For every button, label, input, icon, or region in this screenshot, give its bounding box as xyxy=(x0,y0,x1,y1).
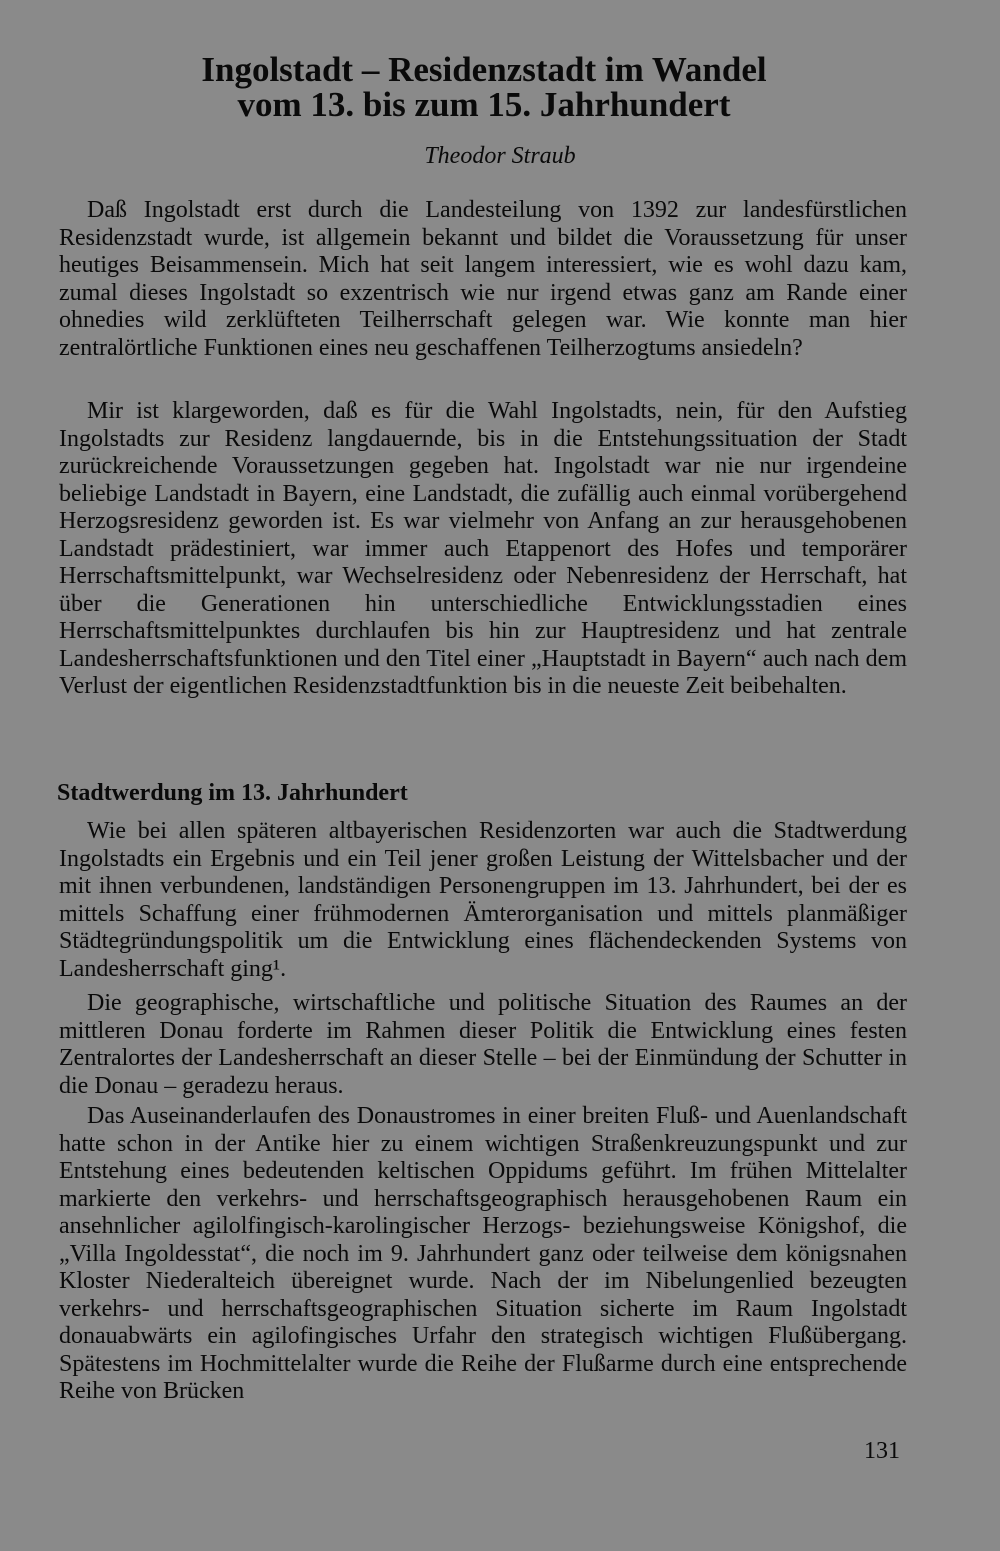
document-title xyxy=(60,52,908,122)
section-paragraph-3: Das Auseinanderlaufen des Donaustromes in einer breiten Fluß- und Auenlandschaft hatte schon in der Antike hier zu einem wichtigen Straßenkreuzungspunkt und zur Entstehung eines bedeutenden keltischen Oppidums geführt. Im frühen Mittelalter markierte den verkehrs- und herrschaftsgeographisch herausgehobenen Raum ein ansehnlicher agilolfingisch-karolingischer Herzogs- beziehungsweise Königshof, die „Villa Ingoldesstat“, die noch im 9. Jahrhundert ganz oder teilweise dem königsnahen Kloster Niederalteich übereignet wurde. Nach der im Nibelungenlied bezeugten verkehrs- und herrschaftsgeographischen Situation sicherte im Raum Ingolstadt donauabwärts ein agilofingisches Urfahr den strategisch wichtigen Flußübergang. Spätestens im Hochmittelalter wurde die Reihe der Flußarme durch eine entsprechende Reihe von Brücken xyxy=(59,1103,907,1404)
intro-paragraph-1: Daß Ingolstadt erst durch die Landesteilung von 1392 zur landesfürstlichen Residenzstadt wurde, ist allgemein bekannt und bildet die Voraussetzung für unser heutiges Beisammensein. Mich hat seit langem interessiert, wie es wohl dazu kam, zumal dieses Ingolstadt so exzentrisch wie nur irgend etwas ganz am Rande einer ohnedies wild zerklüfteten Teilherrschaft gelegen war. Wie konnte man hier zentralörtliche Funktionen eines neu geschaffenen Teilherzogtums ansiedeln? xyxy=(59,197,907,361)
page-number: 131 xyxy=(864,1438,900,1464)
intro-paragraph-2: Mir ist klargeworden, daß es für die Wahl Ingolstadts, nein, für den Aufstieg Ingolstadts zur Residenz langdauernde, bis in die Entstehungssituation der Stadt zurückreichende Voraussetzungen gegeben hat. Ingolstadt war nie nur irgendeine beliebige Landstadt in Bayern, eine Landstadt, die zufällig auch einmal vorübergehend Herzogsresidenz geworden ist. Es war vielmehr von Anfang an zur herausgehobenen Landstadt prädestiniert, war immer auch Etappenort des Hofes und temporärer Herrschaftsmittelpunkt, war Wechselresidenz oder Nebenresidenz der Herrschaft, hat über die Generationen hin unterschiedliche Entwicklungsstadien eines Herrschaftsmittelpunktes durchlaufen bis hin zur Hauptresidenz und hat zentrale Landesherrschaftsfunktionen und den Titel einer „Hauptstadt in Bayern“ auch nach dem Verlust der eigentlichen Residenzstadtfunktion bis in die neueste Zeit beibehalten. xyxy=(59,398,907,699)
section-paragraph-1: Wie bei allen späteren altbayerischen Residenzorten war auch die Stadtwerdung Ingolstadts ein Ergebnis und ein Teil jener großen Leistung der Wittelsbacher und der mit ihnen verbundenen, landständigen Personengruppen im 13. Jahrhundert, bei der es mittels Schaffung einer frühmodernen Ämterorganisation und mittels planmäßiger Städtegründungspolitik um die Entwicklung eines flächendeckenden Systems von Landesherrschaft ging¹. xyxy=(59,818,907,982)
title-line-1: Ingolstadt – Residenzstadt im Wandel xyxy=(201,50,767,89)
section-heading: Stadtwerdung im 13. Jahrhundert xyxy=(57,780,408,806)
section-paragraph-2: Die geographische, wirtschaftliche und politische Situation des Raumes an der mittleren Donau forderte im Rahmen dieser Politik die Entwicklung eines festen Zentralortes der Landesherrschaft an dieser Stelle – bei der Einmündung der Schutter in die Donau – geradezu heraus. xyxy=(59,990,907,1099)
author-name: Theodor Straub xyxy=(424,143,576,169)
title-line-2: vom 13. bis zum 15. Jahrhundert xyxy=(237,85,731,124)
